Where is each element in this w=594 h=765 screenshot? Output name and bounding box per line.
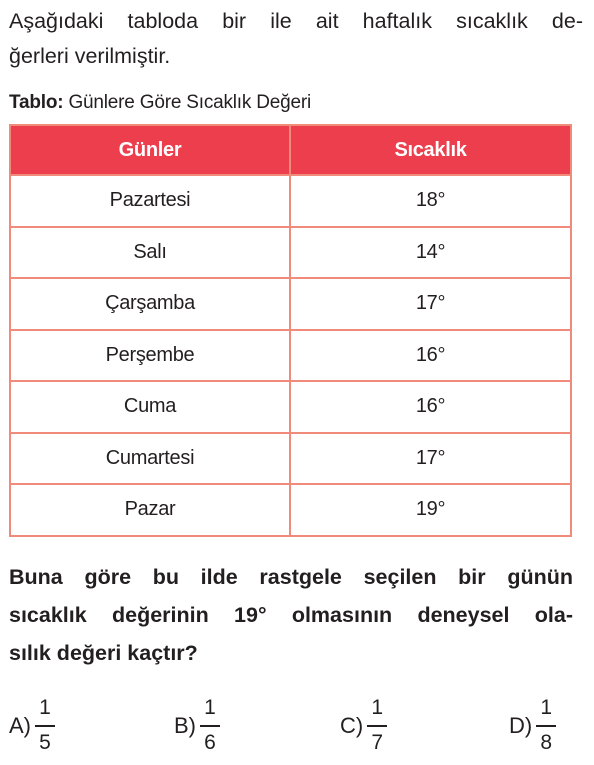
day-cell: Pazartesi xyxy=(10,175,290,227)
temperature-cell: 19° xyxy=(290,484,571,536)
header-temperature: Sıcaklık xyxy=(290,125,571,175)
fraction-bar xyxy=(367,725,387,727)
table-header-row xyxy=(10,125,571,175)
denominator: 6 xyxy=(204,731,216,754)
fraction-bar xyxy=(200,725,220,727)
numerator: 1 xyxy=(39,696,51,719)
day-cell: Salı xyxy=(10,227,290,279)
question-line-3: sılık değeri kaçtır? xyxy=(9,641,198,665)
denominator: 8 xyxy=(540,731,553,754)
option-letter: A) xyxy=(9,712,31,738)
denominator: 5 xyxy=(39,731,51,754)
header-days: Günler xyxy=(10,125,290,175)
option-b[interactable] xyxy=(174,688,220,763)
table-caption xyxy=(9,90,311,116)
table-row xyxy=(10,433,571,485)
question-text xyxy=(9,558,573,672)
fraction xyxy=(536,694,556,757)
temperature-table xyxy=(9,124,572,537)
numerator: 1 xyxy=(204,696,216,719)
table-row xyxy=(10,278,571,330)
temperature-cell: 16° xyxy=(290,330,571,382)
table-row xyxy=(10,484,571,536)
intro-line-2: ğerleri verilmiştir. xyxy=(9,44,171,68)
question-line-1: Buna göre bu ilde rastgele seçilen bir günün xyxy=(9,565,573,589)
question-line-2: sıcaklık değerinin 19° olmasının deneysel ola- xyxy=(9,603,573,627)
fraction xyxy=(367,694,387,757)
day-cell: Çarşamba xyxy=(10,278,290,330)
intro-line-1: Aşağıdaki tabloda bir ile ait haftalık sıcaklık de- xyxy=(9,9,583,33)
table-row xyxy=(10,227,571,279)
temperature-cell: 18° xyxy=(290,175,571,227)
day-cell: Cuma xyxy=(10,381,290,433)
day-cell: Pazar xyxy=(10,484,290,536)
option-letter: D) xyxy=(509,712,533,738)
temperature-cell: 17° xyxy=(290,433,571,485)
fraction xyxy=(200,694,220,757)
fraction-bar xyxy=(536,725,556,727)
option-d[interactable] xyxy=(509,688,556,763)
option-a[interactable] xyxy=(9,688,55,763)
numerator: 1 xyxy=(540,696,553,719)
intro-text xyxy=(9,4,583,74)
day-cell: Cumartesi xyxy=(10,433,290,485)
table-row xyxy=(10,175,571,227)
temperature-cell: 17° xyxy=(290,278,571,330)
option-letter: B) xyxy=(174,712,196,738)
fraction-bar xyxy=(35,725,55,727)
day-cell: Perşembe xyxy=(10,330,290,382)
answer-options xyxy=(0,688,594,763)
caption-text: Günlere Göre Sıcaklık Değeri xyxy=(63,92,312,113)
numerator: 1 xyxy=(371,696,384,719)
table-row xyxy=(10,381,571,433)
option-c[interactable] xyxy=(340,688,387,763)
caption-label: Tablo: xyxy=(9,92,64,113)
denominator: 7 xyxy=(371,731,384,754)
temperature-cell: 14° xyxy=(290,227,571,279)
fraction xyxy=(35,694,55,757)
temperature-cell: 16° xyxy=(290,381,571,433)
table-row xyxy=(10,330,571,382)
option-letter: C) xyxy=(340,712,364,738)
